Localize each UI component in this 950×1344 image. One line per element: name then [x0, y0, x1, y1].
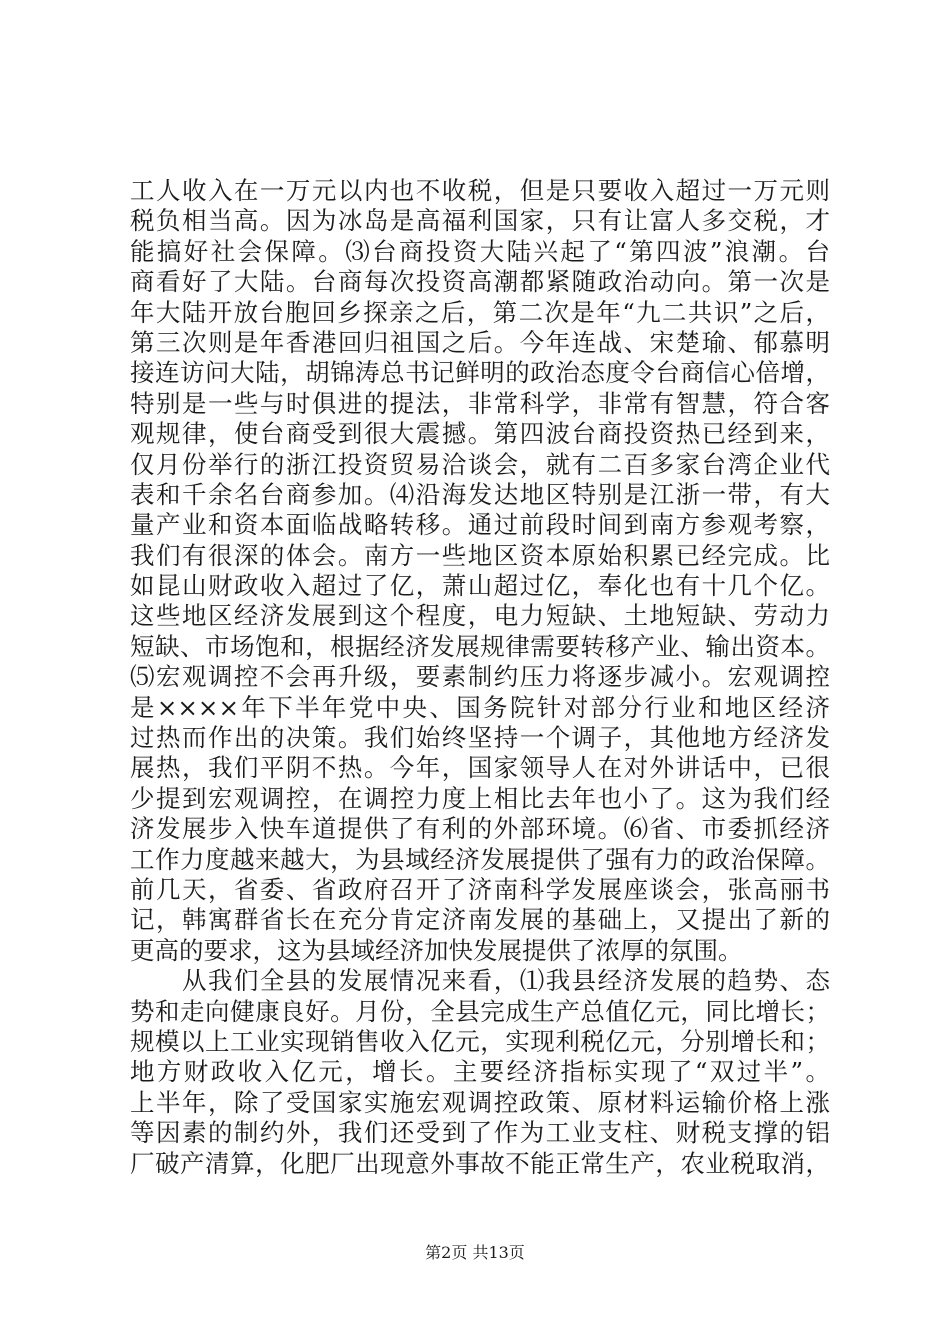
- text-line: 特别是一些与时俱进的提法，非常科学，非常有智慧，符合客: [130, 388, 830, 418]
- text-line-paragraph-end: 更高的要求，这为县域经济加快发展提供了浓厚的氛围。: [130, 935, 743, 965]
- text-line: 量产业和资本面临战略转移。通过前段时间到南方参观考察，: [130, 510, 830, 540]
- text-line: 等因素的制约外，我们还受到了作为工业支柱、财税支撑的铝: [130, 1118, 830, 1148]
- text-line: 工人收入在一万元以内也不收税，但是只要收入超过一万元则: [130, 176, 830, 205]
- text-line: 表和千余名台商参加。⑷沿海发达地区特别是江浙一带，有大: [130, 479, 830, 509]
- text-line: 这些地区经济发展到这个程度，电力短缺、土地短缺、劳动力: [130, 601, 830, 631]
- text-line: 是××××年下半年党中央、国务院针对部分行业和地区经济: [130, 692, 830, 722]
- text-line: 年大陆开放台胞回乡探亲之后，第二次是年“九二共识”之后，: [130, 297, 830, 327]
- text-line: 接连访问大陆，胡锦涛总书记鲜明的政治态度令台商信心倍增，: [130, 358, 830, 388]
- text-line: 济发展步入快车道提供了有利的外部环境。⑹省、市委抓经济: [130, 814, 830, 844]
- text-line: 势和走向健康良好。月份，全县完成生产总值亿元，同比增长；: [130, 996, 830, 1026]
- text-line-paragraph-start: 从我们全县的发展情况来看，⑴我县经济发展的趋势、态: [130, 966, 830, 996]
- text-line: 上半年，除了受国家实施宏观调控政策、原材料运输价格上涨: [130, 1087, 830, 1117]
- body-text: [130, 176, 830, 1179]
- text-line: 工作力度越来越大，为县域经济发展提供了强有力的政治保障。: [130, 844, 830, 874]
- text-line: 税负相当高。因为冰岛是高福利国家，只有让富人多交税，才: [130, 206, 830, 236]
- text-line: 规模以上工业实现销售收入亿元，实现利税亿元，分别增长和；: [130, 1026, 830, 1056]
- text-line: ⑸宏观调控不会再升级，要素制约压力将逐步减小。宏观调控: [130, 662, 830, 692]
- text-line: 观规律，使台商受到很大震撼。第四波台商投资热已经到来，: [130, 419, 830, 449]
- text-line: 过热而作出的决策。我们始终坚持一个调子，其他地方经济发: [130, 723, 830, 753]
- text-line: 第三次则是年香港回归祖国之后。今年连战、宋楚瑜、郁慕明: [130, 327, 830, 357]
- page-footer: [0, 1243, 950, 1263]
- text-line: 我们有很深的体会。南方一些地区资本原始积累已经完成。比: [130, 540, 830, 570]
- text-line: 仅月份举行的浙江投资贸易洽谈会，就有二百多家台湾企业代: [130, 449, 830, 479]
- text-line: 少提到宏观调控，在调控力度上相比去年也小了。这为我们经: [130, 783, 830, 813]
- text-line: 厂破产清算，化肥厂出现意外事故不能正常生产，农业税取消，: [130, 1148, 830, 1178]
- text-line: 如昆山财政收入超过了亿，萧山超过亿，奉化也有十几个亿。: [130, 571, 830, 601]
- text-line: 短缺、市场饱和，根据经济发展规律需要转移产业、输出资本。: [130, 631, 830, 661]
- text-line: 地方财政收入亿元，增长。主要经济指标实现了“双过半”。: [130, 1057, 830, 1087]
- text-line: 记，韩寓群省长在充分肯定济南发展的基础上，又提出了新的: [130, 905, 830, 935]
- text-line: 前几天，省委、省政府召开了济南科学发展座谈会，张高丽书: [130, 874, 830, 904]
- page-number-label: 第2页 共13页: [425, 1243, 525, 1262]
- text-line: 展热，我们平阴不热。今年，国家领导人在对外讲话中，已很: [130, 753, 830, 783]
- text-line: 商看好了大陆。台商每次投资高潮都紧随政治动向。第一次是: [130, 267, 830, 297]
- text-line: 能搞好社会保障。⑶台商投资大陆兴起了“第四波”浪潮。台: [130, 236, 830, 266]
